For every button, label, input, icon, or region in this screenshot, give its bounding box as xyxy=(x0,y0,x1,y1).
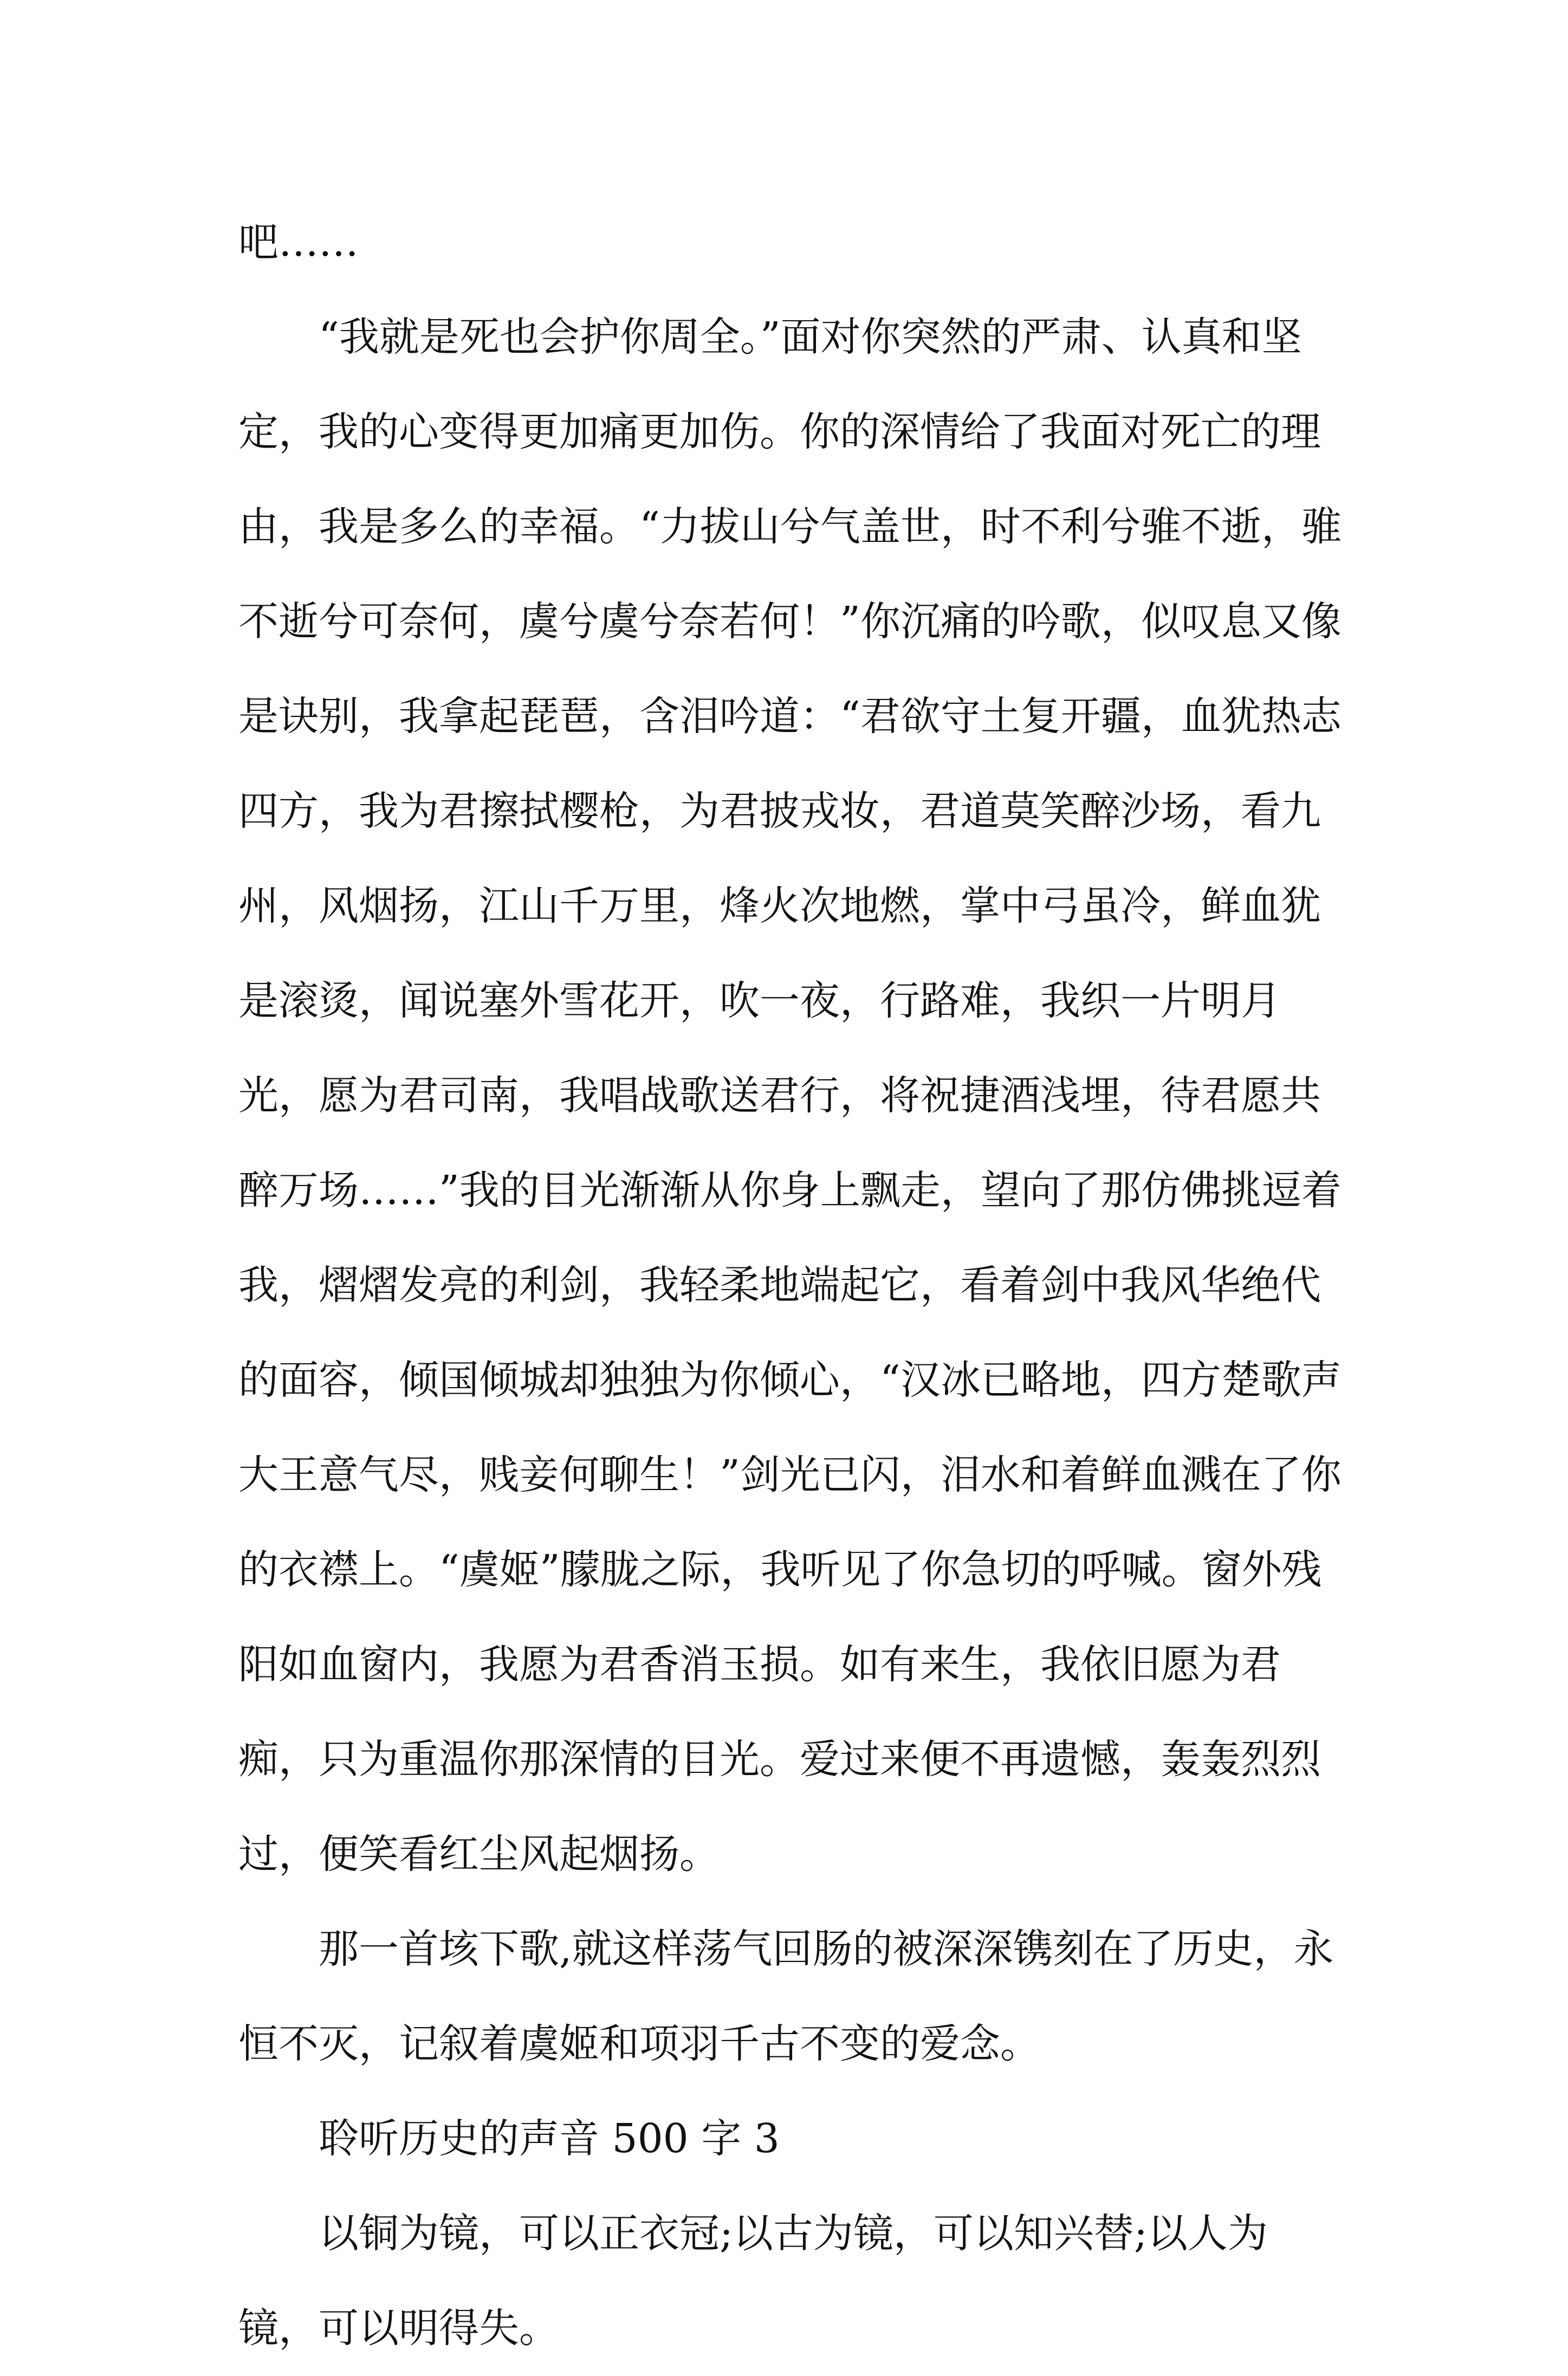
body-text xyxy=(238,195,1344,2376)
paragraph-gaixia-song: 那一首垓下歌,就这样荡气回肠的被深深镌刻在了历史，永恒不灭，记叙着虞姬和项羽千古不变的爱念。 xyxy=(238,1926,1334,2067)
section-heading: 聆听历史的声音 500 字 3 xyxy=(319,2115,780,2162)
paragraph-mirror-quote: 以铜为镜，可以正衣冠;以古为镜，可以知兴替;以人为镜，可以明得失。 xyxy=(238,2210,1268,2352)
paragraph-continuation: 吧…… xyxy=(238,219,359,266)
paragraph-yuji-farewell: “我就是死也会护你周全。”面对你突然的严肃、认真和坚定，我的心变得更加痛更加伤。你的深情给了我面对死亡的理由，我是多么的幸福。“力拔山兮气盖世，时不利兮骓不逝，骓不逝兮可奈何，虞兮虞兮奈若何！”你沉痛的吟歌，似叹息又像是诀别，我拿起琵琶，含泪吟道：“君欲守土复开疆，血犹热志四方，我为君擦拭樱枪，为君披戎妆，君道莫笑醉沙场，看九州，风烟扬，江山千万里，烽火次地燃，掌中弓虽冷，鲜血犹是滚烫，闻说塞外雪花开，吹一夜，行路难，我织一片明月光，愿为君司南，我唱战歌送君行，将祝捷酒浅埋，待君愿共醉万场……”我的目光渐渐从你身上飘走，望向了那仿佛挑逗着我，熠熠发亮的利剑，我轻柔地端起它，看着剑中我风华绝代的面容，倾国倾城却独独为你倾心，“汉冰已略地，四方楚歌声大王意气尽，贱妾何聊生！”剑光已闪，泪水和着鲜血溅在了你的衣襟上。“虞姬”朦胧之际，我听见了你急切的呼喊。窗外残阳如血窗内，我愿为君香消玉损。如有来生，我依旧愿为君痴，只为重温你那深情的目光。爱过来便不再遗憾，轰轰烈烈过，便笑看红尘风起烟扬。 xyxy=(238,314,1342,1878)
